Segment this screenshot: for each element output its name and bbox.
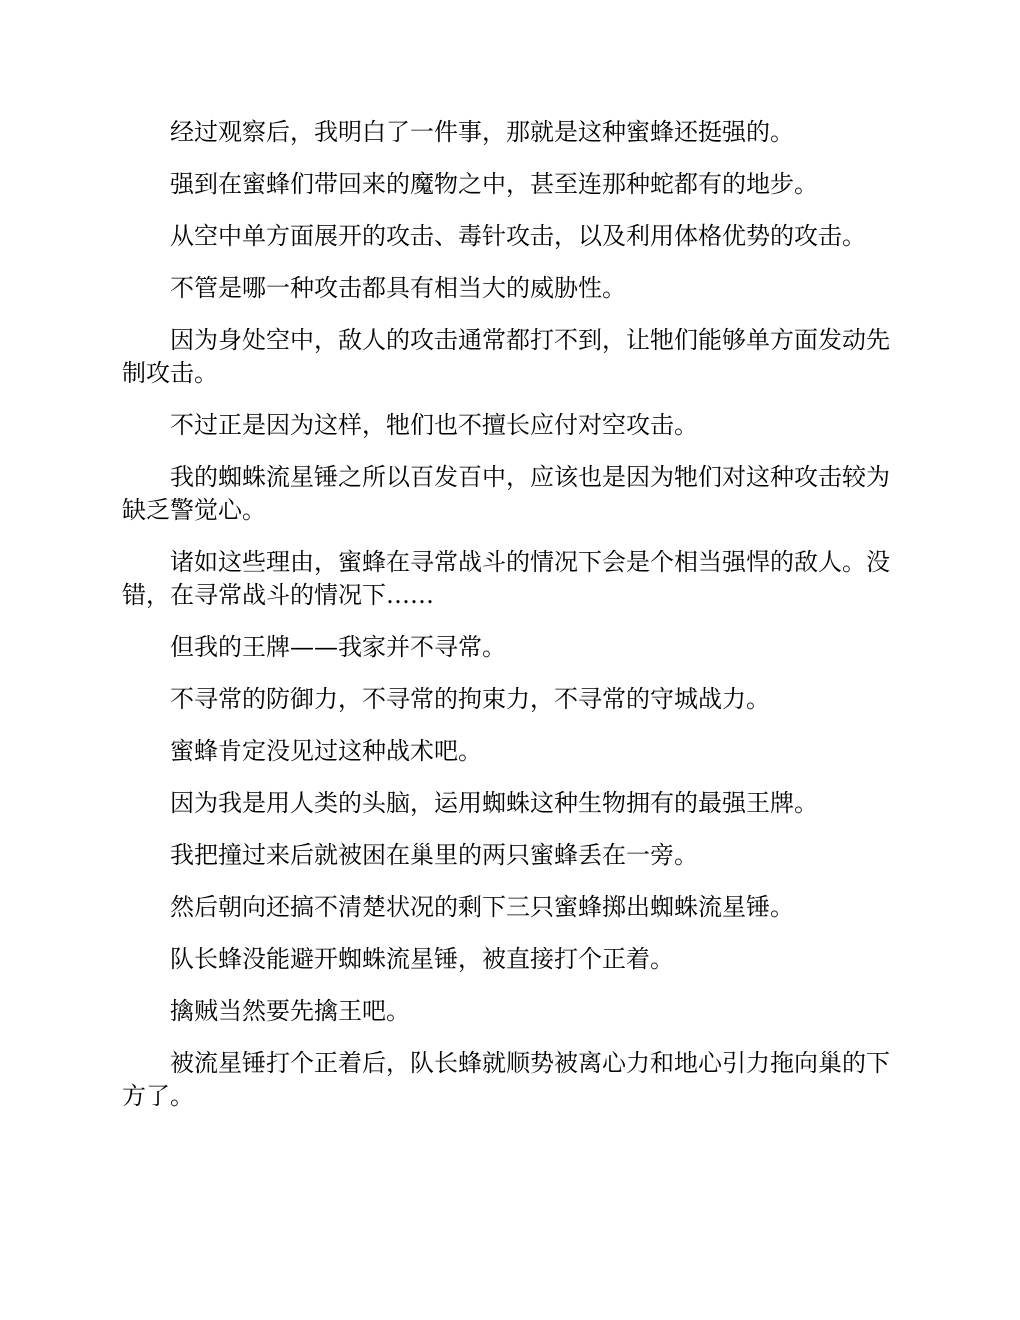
paragraph: 从空中单方面展开的攻击、毒针攻击，以及利用体格优势的攻击。	[170, 222, 866, 250]
text-body	[122, 116, 898, 1132]
paragraph: 因为我是用人类的头脑，运用蜘蛛这种生物拥有的最强王牌。	[170, 789, 818, 817]
paragraph: 但我的王牌——我家并不寻常。	[170, 633, 506, 661]
paragraph: 不寻常的防御力，不寻常的拘束力，不寻常的守城战力。	[170, 685, 770, 713]
paragraph: 不管是哪一种攻击都具有相当大的威胁性。	[170, 274, 626, 302]
paragraph: 因为身处空中，敌人的攻击通常都打不到，让牠们能够单方面发动先制攻击。	[122, 326, 890, 387]
paragraph: 擒贼当然要先擒王吧。	[170, 997, 410, 1025]
paragraph: 被流星锤打个正着后，队长蜂就顺势被离心力和地心引力拖向巢的下方了。	[122, 1049, 890, 1110]
paragraph: 诸如这些理由，蜜蜂在寻常战斗的情况下会是个相当强悍的敌人。没错，在寻常战斗的情况下……	[122, 548, 890, 609]
paragraph: 经过观察后，我明白了一件事，那就是这种蜜蜂还挺强的。	[170, 118, 794, 146]
paragraph: 队长蜂没能避开蜘蛛流星锤，被直接打个正着。	[170, 945, 674, 973]
paragraph: 我的蜘蛛流星锤之所以百发百中，应该也是因为牠们对这种攻击较为缺乏警觉心。	[122, 463, 890, 524]
paragraph: 然后朝向还搞不清楚状况的剩下三只蜜蜂掷出蜘蛛流星锤。	[170, 893, 794, 921]
paragraph: 我把撞过来后就被困在巢里的两只蜜蜂丢在一旁。	[170, 841, 698, 869]
paragraph: 不过正是因为这样，牠们也不擅长应付对空攻击。	[170, 411, 698, 439]
paragraph: 蜜蜂肯定没见过这种战术吧。	[170, 737, 482, 765]
paragraph: 强到在蜜蜂们带回来的魔物之中，甚至连那种蛇都有的地步。	[170, 170, 818, 198]
